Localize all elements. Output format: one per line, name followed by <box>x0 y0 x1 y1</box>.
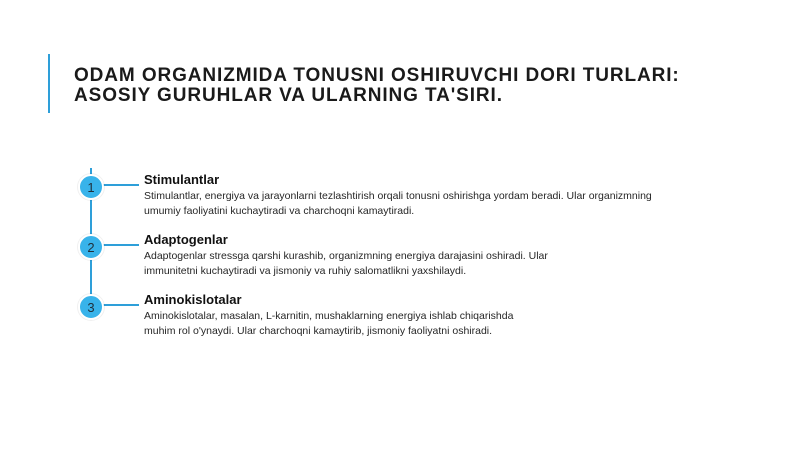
step-3-number-badge: 3 <box>78 294 104 320</box>
timeline-connector-2 <box>101 244 139 246</box>
step-2-number-badge: 2 <box>78 234 104 260</box>
item-1-description: Stimulantlar, energiya va jarayonlarni tezlashtirish orqali tonusni oshirishga yordam beradi. Ular organizmning umumiy faoliyatini kuchaytiradi va charchoqni kamaytiradi. <box>144 190 652 217</box>
step-1-number-badge: 1 <box>78 174 104 200</box>
timeline-connector-3 <box>101 304 139 306</box>
title-accent-bar <box>48 54 50 113</box>
item-3-title: Aminokislotalar <box>144 292 242 307</box>
item-1-title: Stimulantlar <box>144 172 220 187</box>
item-2-description: Adaptogenlar stressga qarshi kurashib, organizmning energiya darajasini oshiradi. Ular immunitetni kuchaytiradi va jismoniy va ruhiy salomatlikni yaxshilaydi. <box>144 250 548 277</box>
item-3-description: Aminokislotalar, masalan, L-karnitin, mushaklarning energiya ishlab chiqarishda muhim rol o'ynaydi. Ular charchoqni kamaytirib, jismoniy faoliyatni oshiradi. <box>144 310 514 337</box>
timeline-connector-1 <box>101 184 139 186</box>
item-2-title: Adaptogenlar <box>144 232 228 247</box>
slide-title: ODAM ORGANIZMIDA TONUSNI OSHIRUVCHI DORI TURLARI: ASOSIY GURUHLAR VA ULARNING TA'SIRI. <box>74 65 680 106</box>
